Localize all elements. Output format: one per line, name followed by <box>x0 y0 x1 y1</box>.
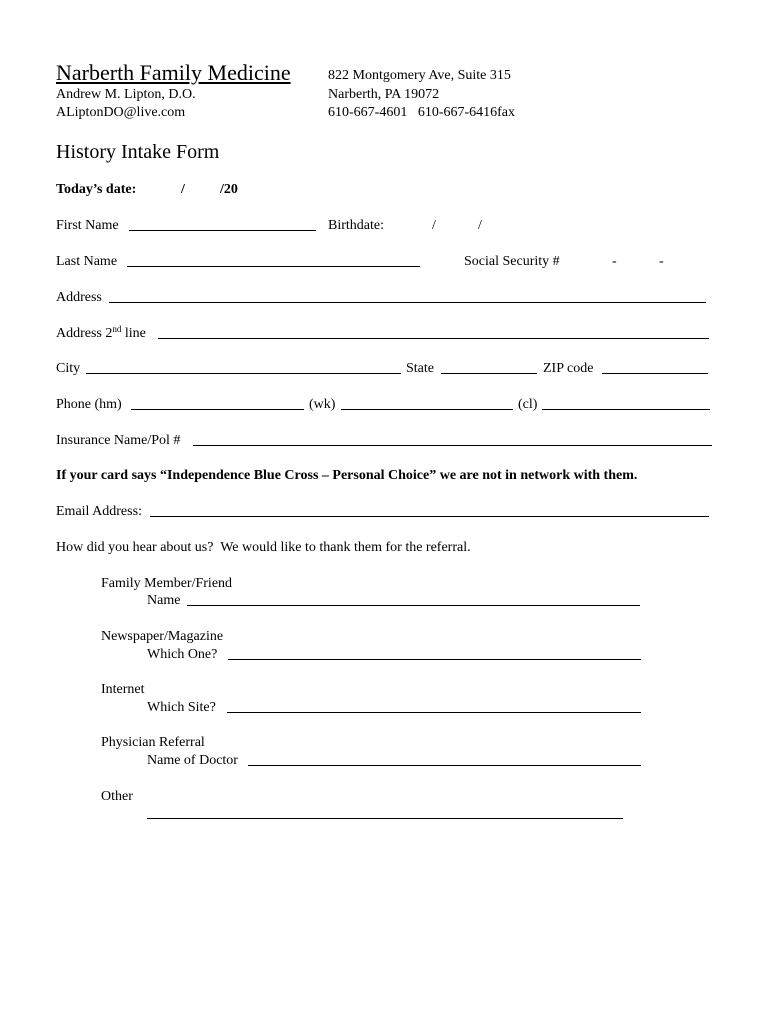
practice-address-line1: 822 Montgomery Ave, Suite 315 <box>328 68 511 83</box>
referral-newspaper-field[interactable] <box>228 659 641 660</box>
referral-family-name-label: Name <box>147 593 181 608</box>
email-label: Email Address: <box>56 504 142 519</box>
state-label: State <box>406 361 434 376</box>
birthdate-slash-1: / <box>432 218 436 233</box>
last-name-field[interactable] <box>127 266 420 267</box>
practice-phones: 610-667-4601 610-667-6416fax <box>328 105 516 120</box>
network-notice: If your card says “Independence Blue Cross – Personal Choice” we are not in network with them. <box>56 468 638 483</box>
doctor-name: Andrew M. Lipton, D.O. <box>56 87 196 102</box>
insurance-label: Insurance Name/Pol # <box>56 433 181 448</box>
todays-date-label: Today’s date: <box>56 182 137 197</box>
referral-physician-field[interactable] <box>248 765 641 766</box>
referral-other-label: Other <box>101 789 133 804</box>
ssn-dash-2: - <box>659 254 664 269</box>
referral-internet-field[interactable] <box>227 712 641 713</box>
address-2-field[interactable] <box>158 338 709 339</box>
last-name-label: Last Name <box>56 254 118 269</box>
practice-email: ALiptonDO@live.com <box>56 105 186 120</box>
referral-other-field[interactable] <box>147 818 623 819</box>
form-title: History Intake Form <box>56 141 220 163</box>
todays-date-year: /20 <box>220 182 238 197</box>
address-field[interactable] <box>109 302 706 303</box>
phone-work-label: (wk) <box>309 397 336 412</box>
referral-question: How did you hear about us? We would like to thank them for the referral. <box>56 540 471 555</box>
state-field[interactable] <box>441 373 537 374</box>
email-field[interactable] <box>150 516 709 517</box>
referral-physician-label: Physician Referral <box>101 735 205 750</box>
referral-newspaper-label: Newspaper/Magazine <box>101 629 224 644</box>
phone-cell-label: (cl) <box>518 397 538 412</box>
first-name-label: First Name <box>56 218 119 233</box>
ssn-label: Social Security # <box>464 254 560 269</box>
city-field[interactable] <box>86 373 401 374</box>
referral-internet-label: Internet <box>101 682 145 697</box>
first-name-field[interactable] <box>129 230 316 231</box>
todays-date-slash: / <box>181 182 185 197</box>
ssn-dash-1: - <box>612 254 617 269</box>
phone-work-field[interactable] <box>341 409 513 410</box>
address-label: Address <box>56 290 102 305</box>
birthdate-label: Birthdate: <box>328 218 384 233</box>
zip-label: ZIP code <box>543 361 594 376</box>
insurance-field[interactable] <box>193 445 712 446</box>
address-2-label: Address 2nd line <box>56 324 146 341</box>
zip-field[interactable] <box>602 373 708 374</box>
referral-newspaper-which-label: Which One? <box>147 647 218 662</box>
referral-family-name-field[interactable] <box>187 605 640 606</box>
practice-address-line2: Narberth, PA 19072 <box>328 87 440 102</box>
referral-physician-doctor-label: Name of Doctor <box>147 753 238 768</box>
city-label: City <box>56 361 81 376</box>
birthdate-slash-2: / <box>478 218 482 233</box>
practice-name: Narberth Family Medicine <box>56 60 291 85</box>
phone-home-field[interactable] <box>131 409 304 410</box>
referral-internet-site-label: Which Site? <box>147 700 216 715</box>
phone-home-label: Phone (hm) <box>56 397 122 412</box>
referral-family-label: Family Member/Friend <box>101 576 233 591</box>
phone-cell-field[interactable] <box>542 409 710 410</box>
